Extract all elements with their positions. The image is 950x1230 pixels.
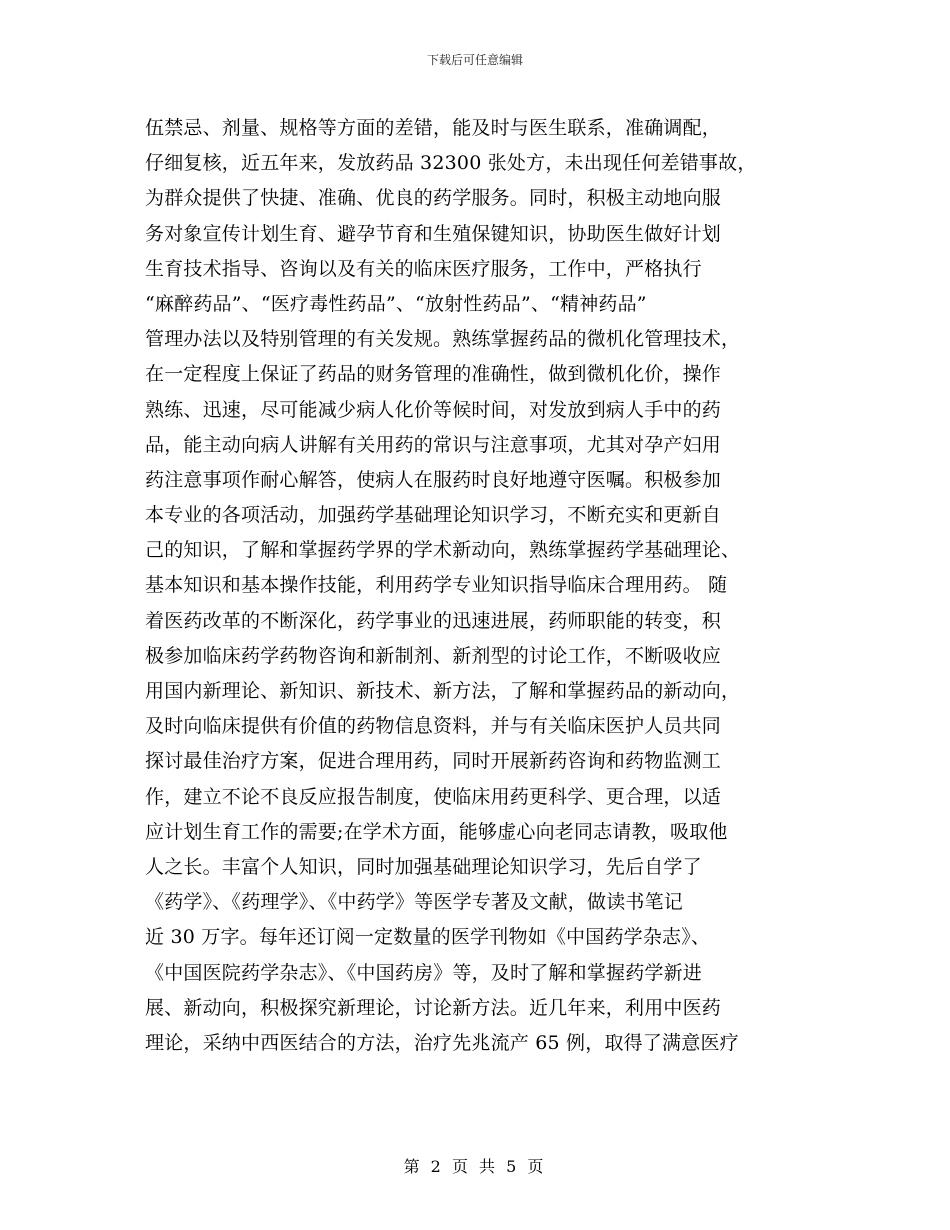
text-line: 务对象宣传计划生育、避孕节育和生殖保键知识，协助医生做好计划 [145, 222, 722, 245]
text-line: 本专业的各项活动，加强药学基础理论知识学习，不断充实和更新自 [145, 504, 722, 527]
text-line: 为群众提供了快捷、准确、优良的药学服务。同时，积极主动地向服 [145, 187, 722, 210]
text-line: 应计划生育工作的需要;在学术方面，能够虚心向老同志请教，吸取他 [145, 820, 728, 843]
text-line: “麻醉药品”、“医疗毒性药品”、“放射性药品”、“精神药品” [145, 292, 647, 315]
text-line: 用国内新理论、新知识、新技术、新方法，了解和掌握药品的新动向， [145, 680, 741, 702]
text-line: 在一定程度上保证了药品的财务管理的准确性，做到微机化价，操作 [145, 363, 722, 386]
text-line: 近 30 万字。每年还订阅一定数量的医学刊物如《中国药学杂志》、 [145, 926, 711, 949]
text-line: 及时向临床提供有价值的药物信息资料，并与有关临床医护人员共同 [145, 715, 722, 738]
text-line: 药注意事项作耐心解答，使病人在服药时良好地遵守医嘱。积极参加 [145, 468, 722, 491]
document-body [145, 111, 820, 1061]
text-line: 己的知识，了解和掌握药学界的学术新动向，熟练掌握药学基础理论、 [145, 539, 741, 562]
text-line: 探讨最佳治疗方案，促进合理用药，同时开展新药咨询和药物监测工 [145, 750, 722, 773]
text-line: 基本知识和基本操作技能，利用药学专业知识指导临床合理用药。 随 [145, 574, 728, 597]
text-line: 极参加临床药学药物咨询和新制剂、新剂型的讨论工作，不断吸收应 [145, 644, 722, 667]
text-line: 展、新动向，积极探究新理论，讨论新方法。近几年来，利用中医药 [145, 996, 722, 1019]
text-line: 《中国医院药学杂志》、《中国药房》等，及时了解和掌握药学新进 [145, 961, 703, 984]
text-line: 品，能主动向病人讲解有关用药的常识与注意事项，尤其对孕产妇用 [145, 433, 722, 456]
text-line: 管理办法以及特别管理的有关发规。熟练掌握药品的微机化管理技术， [145, 328, 741, 351]
text-line: 人之长。丰富个人知识，同时加强基础理论知识学习，先后自学了 [145, 855, 702, 878]
text-line: 仔细复核，近五年来，发放药品 32300 张处方，未出现任何差错事故， [145, 152, 757, 175]
text-line: 着医药改革的不断深化，药学事业的迅速进展，药师职能的转变，积 [145, 609, 722, 632]
text-line: 理论，采纳中西医结合的方法，治疗先兆流产 65 例，取得了满意医疗 [145, 1031, 739, 1054]
text-line: 生育技术指导、咨询以及有关的临床医疗服务，工作中，严格执行 [145, 257, 702, 280]
text-line: 《药学》、《药理学》、《中药学》等医学专著及文献，做读书笔记 [145, 891, 684, 914]
page-number-footer: 第 2 页 共 5 页 [403, 1157, 547, 1176]
text-line: 熟练、迅速，尽可能减少病人化价等候时间，对发放到病人手中的药 [145, 398, 722, 421]
page-header: 下载后可任意编辑 [426, 53, 523, 67]
text-line: 伍禁忌、剂量、规格等方面的差错，能及时与医生联系，准确调配， [145, 117, 722, 139]
text-line: 作，建立不论不良反应报告制度，使临床用药更科学、更合理，以适 [145, 785, 722, 808]
